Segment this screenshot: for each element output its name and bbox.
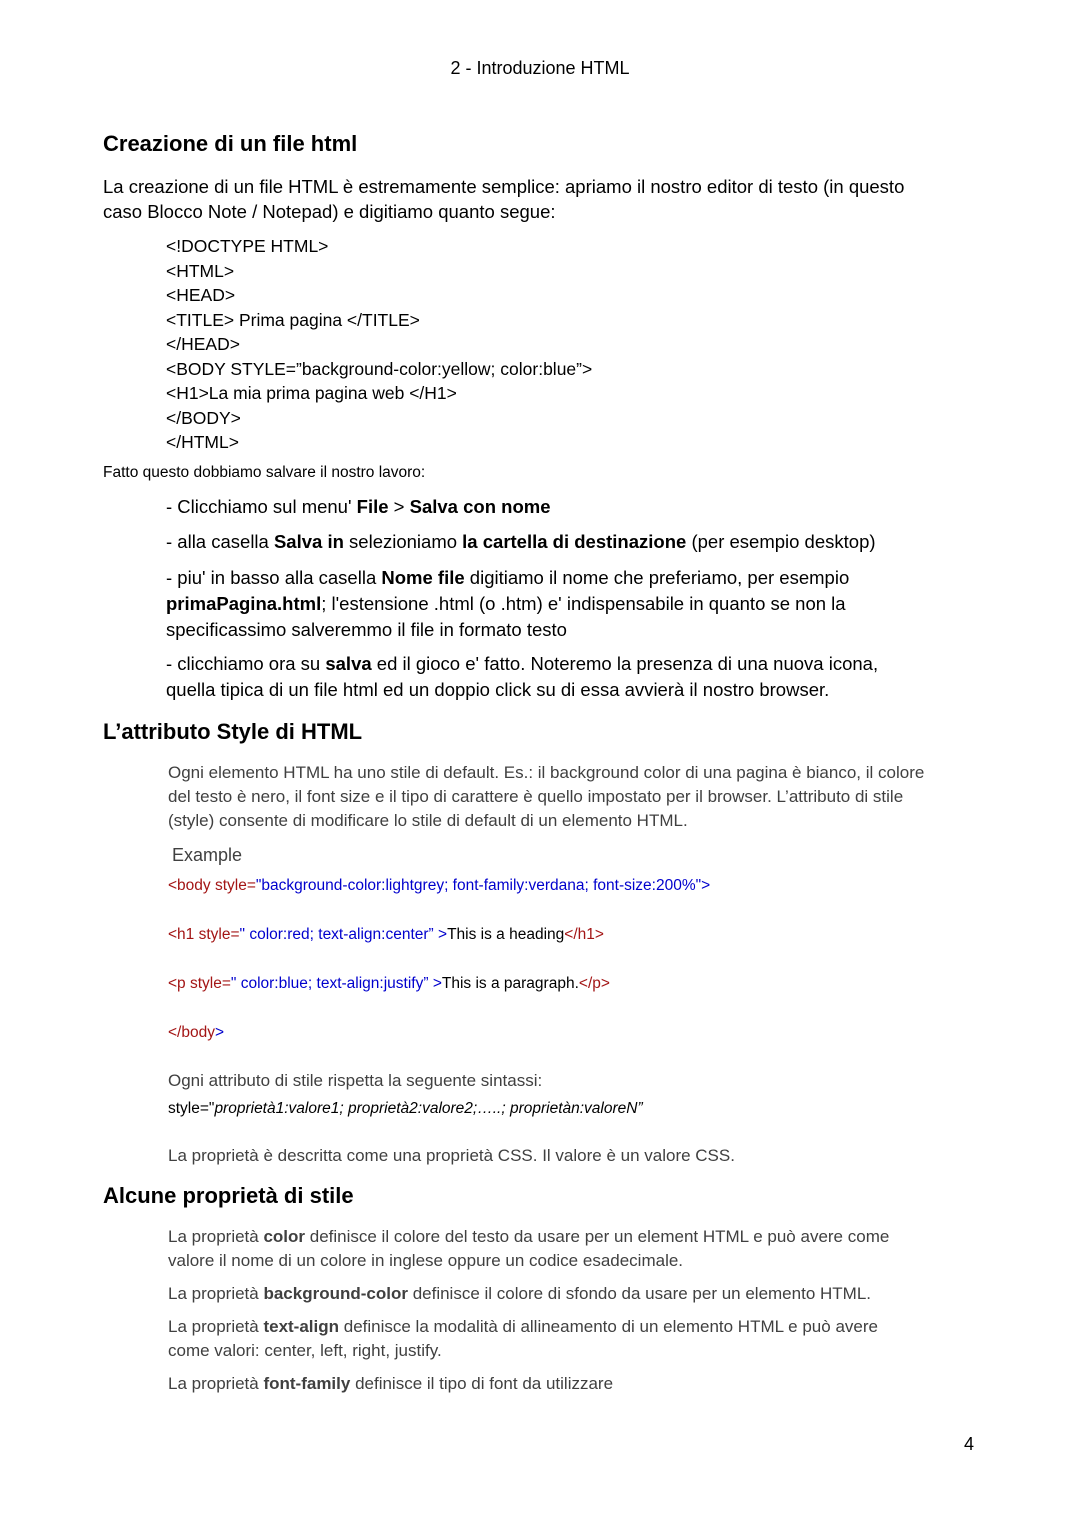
step-text: digitiamo il nome che preferiamo, per esempio bbox=[464, 567, 850, 588]
step-bold: File bbox=[356, 496, 389, 517]
step-item bbox=[166, 565, 986, 643]
step-text: > bbox=[388, 496, 410, 517]
code-line: <!DOCTYPE HTML> bbox=[166, 236, 329, 256]
tag-text: > bbox=[701, 877, 711, 894]
section-heading-proprieta: Alcune proprietà di stile bbox=[103, 1183, 354, 1208]
step-bold: primaPagina.html bbox=[166, 593, 322, 614]
step-text: (per esempio desktop) bbox=[686, 531, 876, 552]
para-line: del testo è nero, il font size e il tipo di carattere è quello impostato per il browser. L’attributo di stile bbox=[168, 787, 904, 806]
step-text: quella tipica di un file html ed un doppio click su di essa avvierà il nostro browser. bbox=[166, 679, 830, 700]
step-bold: salva bbox=[325, 653, 372, 674]
property-paragraph bbox=[168, 1372, 988, 1396]
example-code-line bbox=[168, 1024, 224, 1042]
step-text: specificassimo salveremmo il file in formato testo bbox=[166, 619, 567, 640]
code-line: <BODY STYLE=”background-color:yellow; color:blue”> bbox=[166, 358, 593, 379]
prop-text: La proprietà bbox=[168, 1317, 264, 1336]
page-header: 2 - Introduzione HTML bbox=[450, 58, 630, 78]
content-text: This is a heading bbox=[447, 926, 565, 943]
step-item bbox=[166, 529, 986, 555]
step-text: ed il gioco e' fatto. Noteremo la presenza di una nuova icona, bbox=[371, 653, 879, 674]
code-line: <HEAD> bbox=[166, 285, 236, 305]
prop-name: background-color bbox=[263, 1284, 408, 1303]
tag-text: <body style= bbox=[168, 877, 256, 894]
syntax-intro: Ogni attributo di stile rispetta la seguente sintassi: bbox=[168, 1071, 543, 1090]
example-label: Example bbox=[172, 845, 243, 865]
tag-text: <h1 style= bbox=[168, 926, 240, 943]
attr-value: "background-color:lightgrey; font-family:verdana; font-size:200%" bbox=[255, 877, 702, 894]
syntax-text: style=" bbox=[168, 1100, 215, 1117]
para-line: Ogni elemento HTML ha uno stile di default. Es.: il background color di una pagina è bianco, il colore bbox=[168, 763, 925, 782]
step-bold: Salva in bbox=[273, 531, 344, 552]
css-note: La proprietà è descritta come una proprietà CSS. Il valore è un valore CSS. bbox=[168, 1146, 735, 1165]
step-text: ; l'estensione .html (o .htm) e' indispensabile in quanto se non la bbox=[321, 593, 846, 614]
code-line: <TITLE> Prima pagina </TITLE> bbox=[166, 309, 420, 330]
property-paragraph bbox=[168, 1315, 988, 1363]
style-paragraph bbox=[168, 761, 988, 833]
prop-text: definisce la modalità di allineamento di un elemento HTML e può avere bbox=[339, 1317, 878, 1336]
prop-text: come valori: center, left, right, justify. bbox=[168, 1341, 442, 1360]
property-paragraph bbox=[168, 1282, 988, 1306]
page-number: 4 bbox=[964, 1434, 975, 1454]
tag-text: <p style= bbox=[168, 975, 231, 992]
code-line: </HTML> bbox=[166, 432, 239, 452]
tag-text: > bbox=[432, 975, 442, 992]
code-line: <H1>La mia prima pagina web </H1> bbox=[166, 383, 457, 403]
prop-name: text-align bbox=[263, 1317, 340, 1336]
syntax-line bbox=[168, 1100, 643, 1118]
prop-text: La proprietà bbox=[168, 1227, 264, 1246]
example-code-line bbox=[168, 975, 610, 993]
save-intro: Fatto questo dobbiamo salvare il nostro lavoro: bbox=[103, 464, 426, 481]
intro-line: La creazione di un file HTML è estremamente semplice: apriamo il nostro editor di testo (in questo bbox=[103, 176, 905, 197]
prop-text: definisce il tipo di font da utilizzare bbox=[350, 1374, 614, 1393]
step-item bbox=[166, 651, 986, 703]
prop-text: definisce il colore del testo da usare per un element HTML e può avere come bbox=[305, 1227, 890, 1246]
syntax-italic: proprietà1:valore1; proprietà2:valore2;…..; proprietàn:valoreN” bbox=[214, 1100, 643, 1117]
step-text: - clicchiamo ora su bbox=[166, 653, 326, 674]
prop-text: valore il nome di un colore in inglese oppure un codice esadecimale. bbox=[168, 1251, 684, 1270]
code-line: </HEAD> bbox=[166, 334, 240, 354]
prop-name: font-family bbox=[263, 1374, 351, 1393]
para-line: (style) consente di modificare lo stile di default di un elemento HTML. bbox=[168, 811, 688, 830]
step-text: - piu' in basso alla casella bbox=[166, 567, 382, 588]
prop-text: definisce il colore di sfondo da usare per un elemento HTML. bbox=[407, 1284, 871, 1303]
code-line: <HTML> bbox=[166, 260, 235, 281]
tag-text: </h1> bbox=[564, 926, 604, 943]
intro-line: caso Blocco Note / Notepad) e digitiamo quanto segue: bbox=[103, 201, 556, 222]
tag-text: > bbox=[214, 1024, 225, 1041]
attr-value: " color:blue; text-align:justify” bbox=[230, 975, 433, 992]
prop-name: color bbox=[263, 1227, 306, 1246]
tag-text: > bbox=[438, 926, 448, 943]
content-text: This is a paragraph. bbox=[441, 975, 579, 992]
prop-text: La proprietà bbox=[168, 1284, 264, 1303]
step-item bbox=[166, 494, 986, 520]
prop-text: La proprietà bbox=[168, 1374, 264, 1393]
code-block bbox=[166, 234, 592, 455]
example-code-line bbox=[168, 926, 604, 944]
step-bold: Nome file bbox=[381, 567, 465, 588]
step-bold: Salva con nome bbox=[409, 496, 551, 517]
step-text: selezioniamo bbox=[343, 531, 463, 552]
section-heading-creazione: Creazione di un file html bbox=[103, 131, 358, 156]
property-paragraph bbox=[168, 1225, 988, 1273]
step-text: - alla casella bbox=[166, 531, 274, 552]
code-line: </BODY> bbox=[166, 407, 241, 428]
intro-paragraph bbox=[103, 174, 983, 224]
step-text: - Clicchiamo sul menu' bbox=[166, 496, 357, 517]
attr-value: " color:red; text-align:center” bbox=[239, 926, 439, 943]
tag-text: </p> bbox=[578, 975, 610, 992]
example-code-line bbox=[168, 877, 710, 895]
section-heading-style: L’attributo Style di HTML bbox=[103, 719, 363, 744]
tag-text: </body bbox=[168, 1024, 215, 1041]
step-bold: la cartella di destinazione bbox=[462, 531, 687, 552]
